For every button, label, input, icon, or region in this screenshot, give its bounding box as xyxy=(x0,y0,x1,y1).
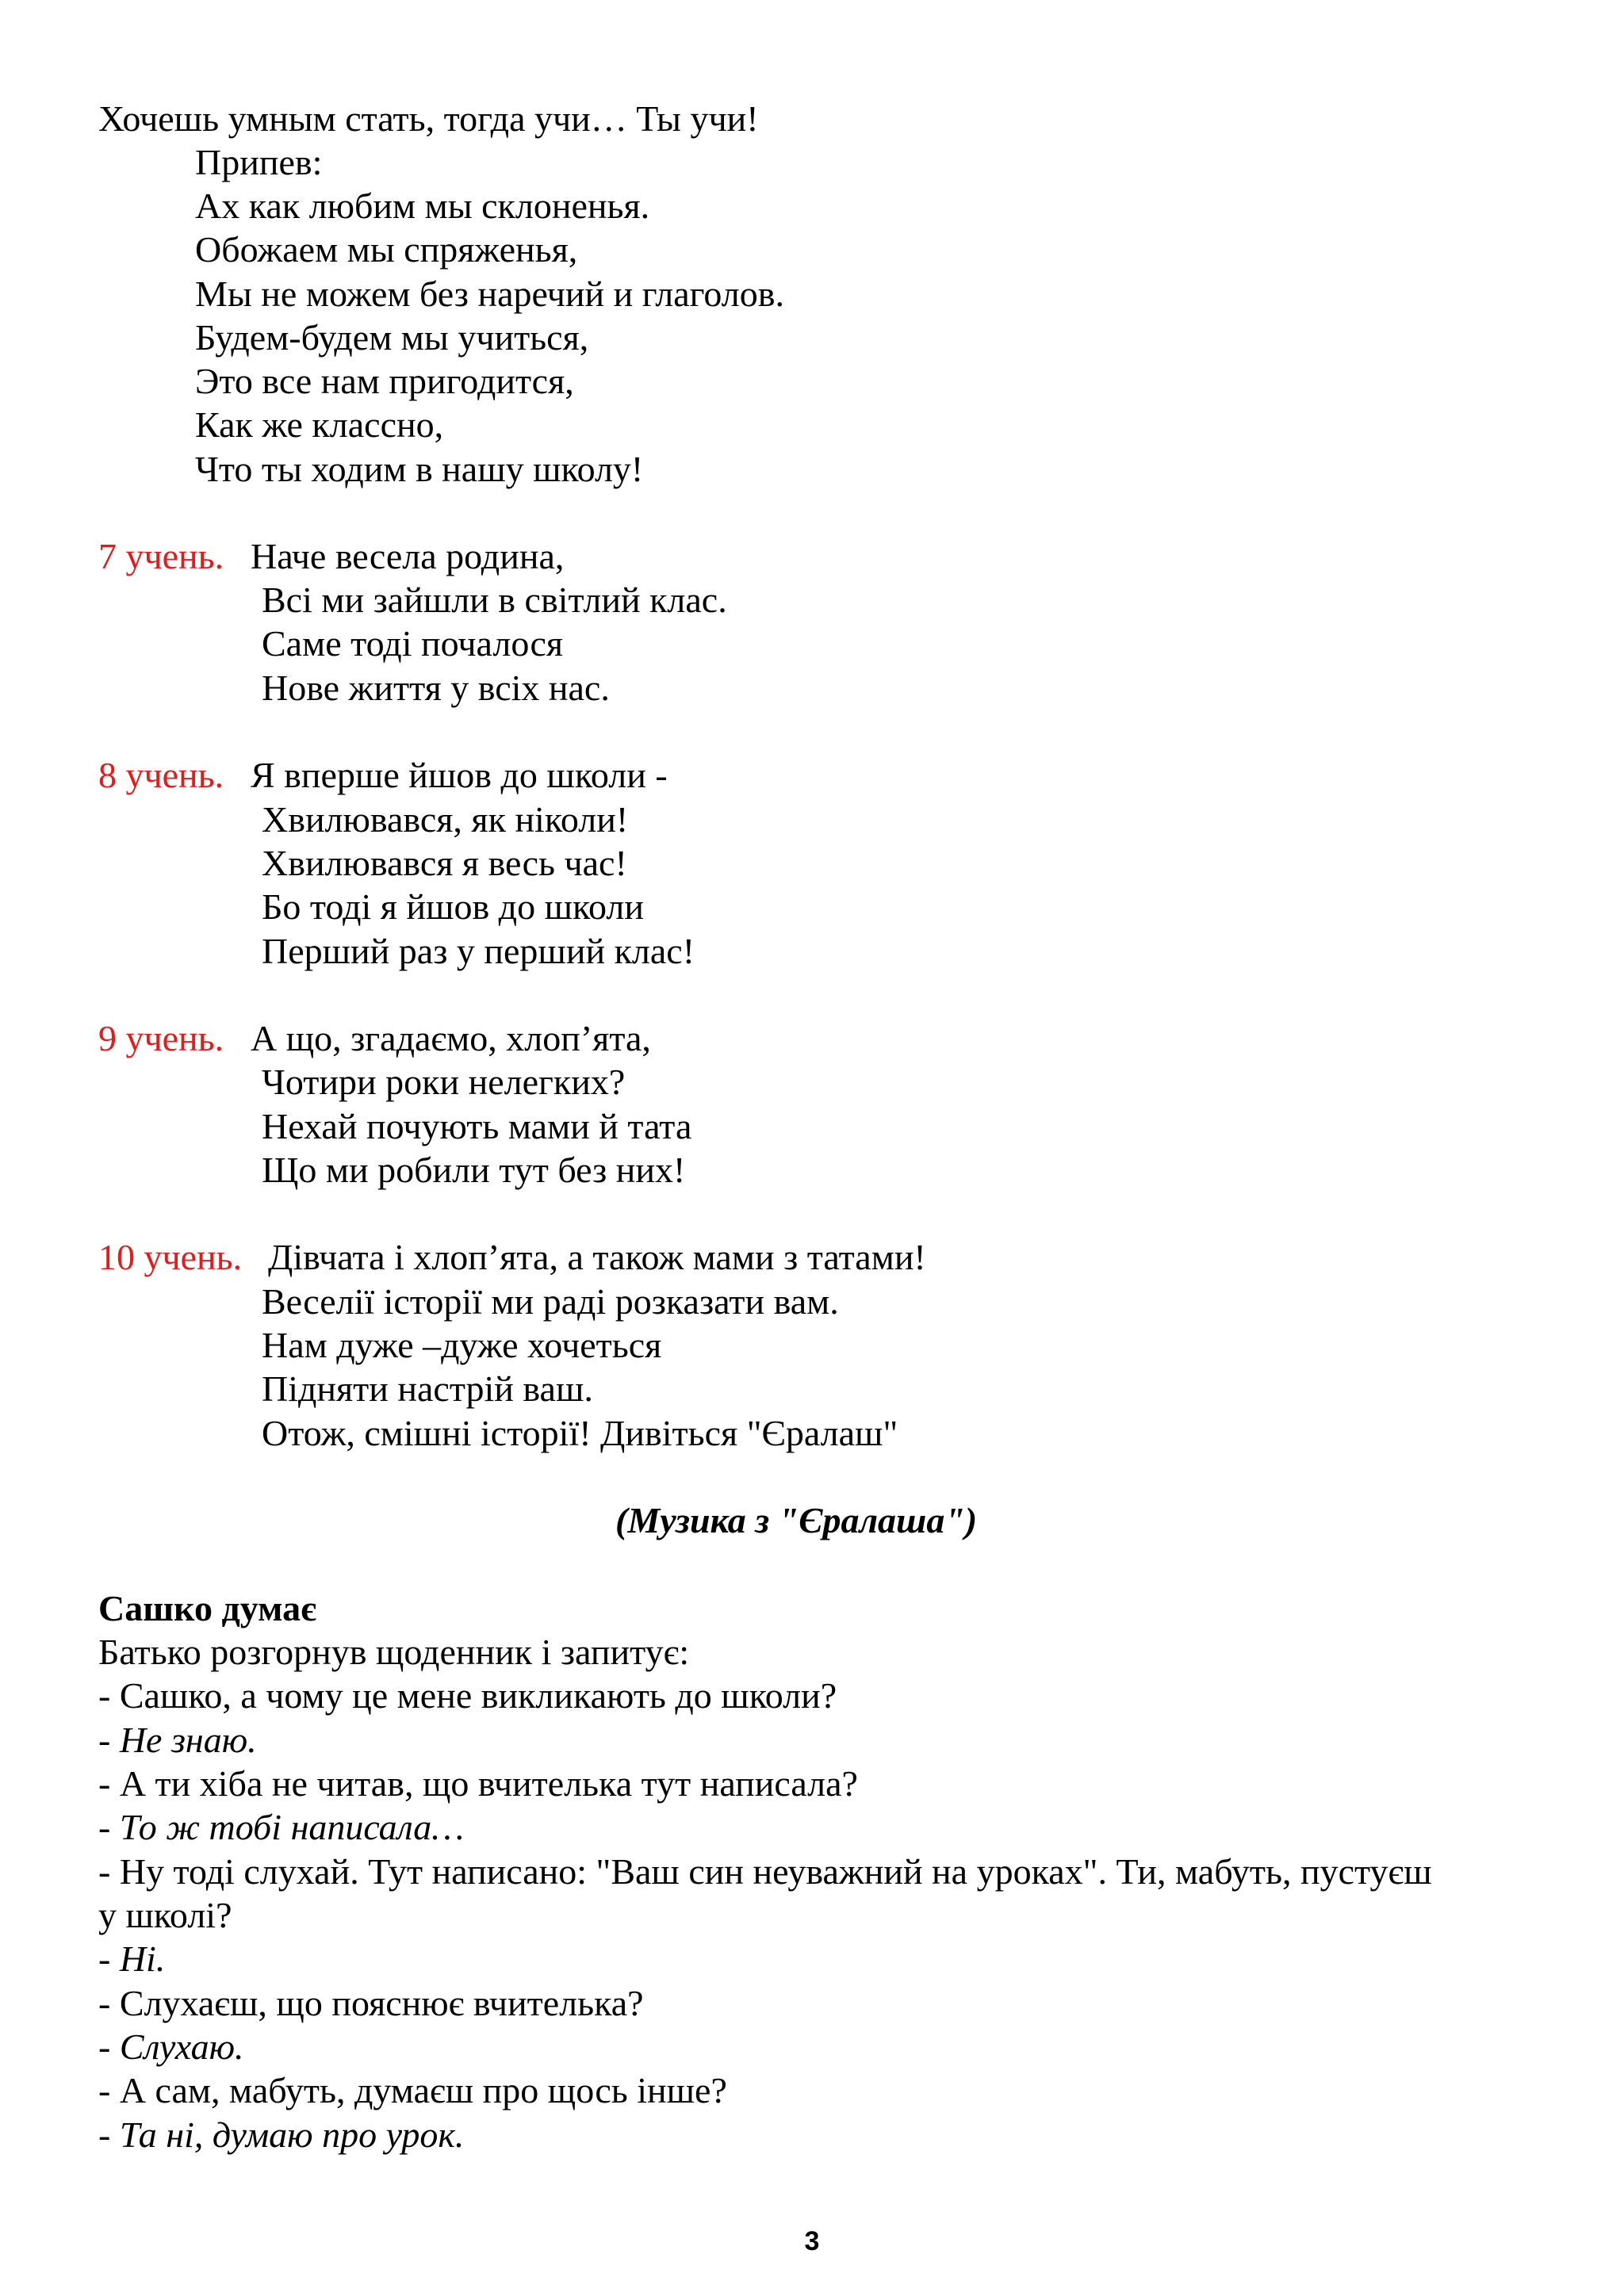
dialogue-dash: - xyxy=(98,2026,120,2067)
chorus-line: Как же классно, xyxy=(195,404,444,445)
dialogue-dash: - xyxy=(98,2114,120,2155)
dialogue-line: - Ну тоді слухай. Тут написано: "Ваш син неуважний на уроках". Ти, мабуть, пустуєш xyxy=(98,1851,1432,1892)
dialogue-reply: Ні. xyxy=(119,1938,166,1979)
dialogue-dash: - xyxy=(98,1807,120,1847)
verse-line: Чотири роки нелегких? xyxy=(262,1062,626,1102)
verse-line: Отож, смішні історії! Дивіться "Єралаш" xyxy=(262,1413,898,1453)
verse-line: А що, згадаємо, хлоп’ята, xyxy=(251,1018,651,1058)
dialogue-line: - А ти хіба не читав, що вчителька тут написала? xyxy=(98,1763,858,1804)
dialogue-reply: Та ні, думаю про урок. xyxy=(119,2114,465,2155)
chorus-label: Припев: xyxy=(195,142,323,182)
verse-line: Бо тоді я йшов до школи xyxy=(262,886,644,927)
dialogue-line: - Слухаєш, що пояснює вчителька? xyxy=(98,1983,644,2023)
verse-line: Наче весела родина, xyxy=(251,536,565,576)
verse-line: Саме тоді почалося xyxy=(262,623,564,664)
music-note: (Музика з "Єралаша") xyxy=(615,1500,978,1540)
dialogue-dash: - xyxy=(98,1938,120,1979)
verse-line: Дівчата і хлоп’ята, а також мами з татами! xyxy=(268,1237,926,1277)
dialogue-line xyxy=(98,2025,244,2068)
dialogue-reply: Слухаю. xyxy=(119,2026,244,2067)
chorus-line: Будем-будем мы учиться, xyxy=(195,317,589,358)
dialogue-reply: Не знаю. xyxy=(119,1720,257,1760)
verse-line: Хвилювався, як ніколи! xyxy=(262,799,629,840)
verse-line: Нам дуже –дуже хочеться xyxy=(262,1325,662,1365)
chorus-line: Обожаем мы спряженья, xyxy=(195,229,578,270)
dialogue-line xyxy=(98,1718,257,1762)
dialogue-line xyxy=(98,2113,464,2156)
verse-line: Що ми робили тут без них! xyxy=(262,1150,686,1190)
verse-line: Нехай почують мами й тата xyxy=(262,1106,692,1146)
story-title: Сашко думає xyxy=(98,1588,317,1628)
verse-line: Всі ми зайшли в світлий клас. xyxy=(262,580,727,620)
chorus-line: Это все нам пригодится, xyxy=(195,361,574,401)
verse-line: Хвилювався я весь час! xyxy=(262,843,627,883)
dialogue-line: - Сашко, а чому це мене викликають до школи? xyxy=(98,1675,837,1716)
verse-line: Перший раз у перший клас! xyxy=(262,931,695,971)
verse-line: Я вперше йшов до школи - xyxy=(251,755,668,795)
dialogue-line: у школі? xyxy=(98,1895,232,1935)
verse-line: Нове життя у всіх нас. xyxy=(262,668,610,708)
dialogue-line xyxy=(98,1805,464,1849)
verse-line: Підняти настрій ваш. xyxy=(262,1368,593,1409)
dialogue-line xyxy=(98,1937,165,1980)
song-line: Хочешь умным стать, тогда учи… Ты учи! xyxy=(98,98,759,139)
chorus-line: Ах как любим мы склоненья. xyxy=(195,186,650,226)
page-number: 3 xyxy=(804,2226,820,2256)
chorus-line: Мы не можем без наречий и глаголов. xyxy=(195,274,784,314)
dialogue-dash: - xyxy=(98,1720,120,1760)
speaker-label-9: 9 учень. xyxy=(98,1018,224,1058)
speaker-label-7: 7 учень. xyxy=(98,536,224,576)
dialogue-reply: То ж тобі написала… xyxy=(119,1807,465,1847)
story-intro: Батько розгорнув щоденник і запитує: xyxy=(98,1632,690,1672)
speaker-label-10: 10 учень. xyxy=(98,1237,243,1277)
dialogue-line: - А сам, мабуть, думаєш про щось інше? xyxy=(98,2070,727,2110)
speaker-label-8: 8 учень. xyxy=(98,755,224,795)
verse-line: Веселії історії ми раді розказати вам. xyxy=(262,1281,839,1322)
chorus-line: Что ты ходим в нашу школу! xyxy=(195,449,644,489)
